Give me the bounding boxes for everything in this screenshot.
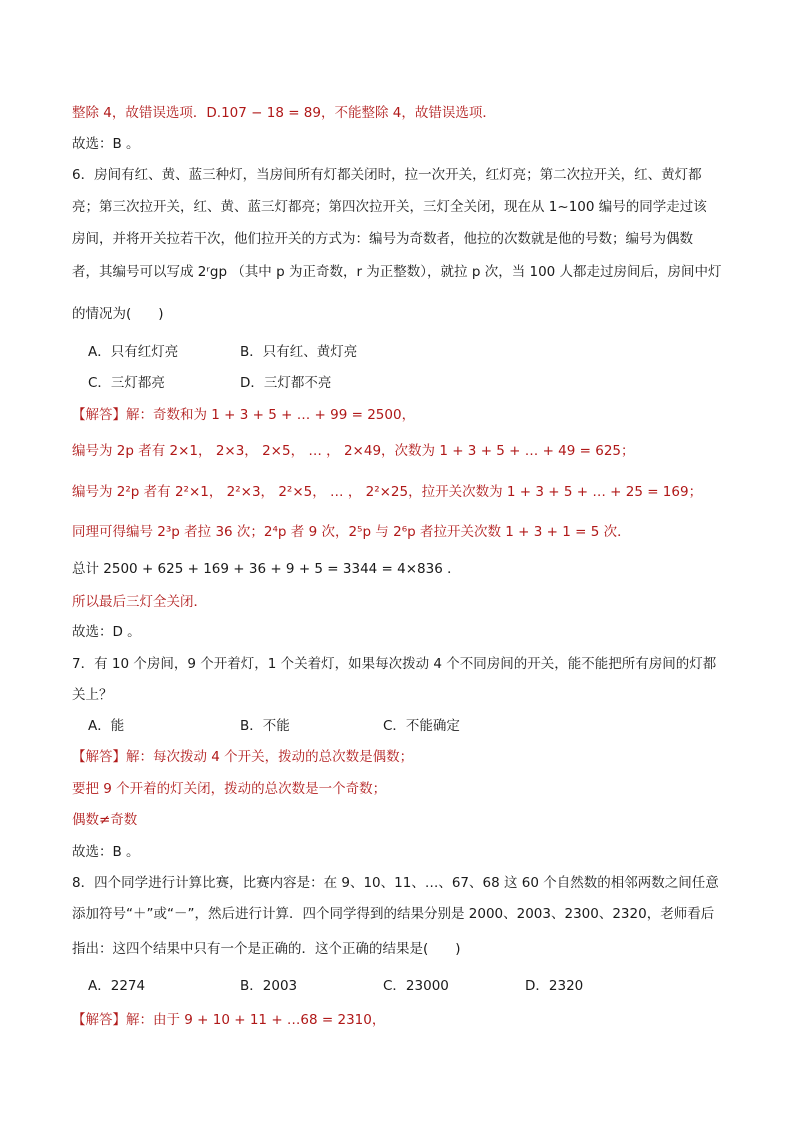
q8-option-c: C．23000 [383, 978, 449, 994]
q7-option-b: B．不能 [240, 718, 290, 734]
q8-text-3: 指出：这四个结果中只有一个是正确的．这个正确的结果是( ) [72, 941, 461, 957]
q8-answer-1: 【解答】解：由于 9 + 10 + 11 + …68 = 2310， [72, 1012, 386, 1028]
q6-answer-choice: 故选：D 。 [72, 624, 141, 640]
q7-answer-3: 偶数≠奇数 [72, 812, 138, 828]
q7-option-a: A．能 [88, 718, 125, 734]
q6-answer-3: 编号为 2²p 者有 2²×1， 2²×3， 2²×5， … ， 2²×25，拉开关次数为 1 + 3 + 5 + … + 25 = 169； [72, 484, 703, 500]
q7-answer-choice: 故选：B 。 [72, 844, 140, 860]
q6-option-b: B．只有红、黄灯亮 [240, 344, 358, 360]
q8-text-2: 添加符号“＋”或“－”，然后进行计算．四个同学得到的结果分别是 2000、2003、2300、2320，老师看后 [72, 906, 715, 922]
q7-answer-2: 要把 9 个开着的灯关闭，拨动的总次数是一个奇数； [72, 781, 387, 797]
q6-answer-6: 所以最后三灯全关闭． [72, 594, 207, 610]
q6-option-a: A．只有红灯亮 [88, 344, 179, 360]
prev-answer-line: 整除 4，故错误选项．D.107 − 18 = 89，不能整除 4，故错误选项． [72, 105, 496, 121]
q6-answer-5: 总计 2500 + 625 + 169 + 36 + 9 + 5 = 3344 = 4×836 ． [72, 561, 461, 577]
q6-text-1: 6．房间有红、黄、蓝三种灯，当房间所有灯都关闭时，拉一次开关，红灯亮；第二次拉开关，红、黄灯都 [72, 167, 702, 183]
q6-text-3: 房间，并将开关拉若干次，他们拉开关的方式为：编号为奇数者，他拉的次数就是他的号数；编号为偶数 [72, 231, 693, 247]
q6-text-4: 者，其编号可以写成 2ʳgp （其中 p 为正奇数，r 为正整数），就拉 p 次，当 100 人都走过房间后，房间中灯 [72, 264, 722, 280]
q7-text-2: 关上？ [72, 687, 113, 703]
q6-option-d: D．三灯都不亮 [240, 375, 332, 391]
prev-choice-line: 故选：B 。 [72, 136, 140, 152]
q7-text-1: 7．有 10 个房间，9 个开着灯，1 个关着灯，如果每次拨动 4 个不同房间的开关，能不能把所有房间的灯都 [72, 656, 717, 672]
q8-option-d: D．2320 [525, 978, 584, 994]
q6-text-5: 的情况为( ) [72, 306, 164, 322]
q8-option-a: A．2274 [88, 978, 146, 994]
q6-text-2: 亮；第三次拉开关，红、黄、蓝三灯都亮；第四次拉开关，三灯全关闭，现在从 1~100 编号的同学走过该 [72, 199, 707, 215]
q6-answer-2: 编号为 2p 者有 2×1， 2×3， 2×5， … ， 2×49，次数为 1 + 3 + 5 + … + 49 = 625； [72, 443, 635, 459]
q7-option-c: C．不能确定 [383, 718, 460, 734]
q8-option-b: B．2003 [240, 978, 298, 994]
q7-answer-1: 【解答】解：每次拨动 4 个开关，拨动的总次数是偶数； [72, 749, 414, 765]
q6-answer-1: 【解答】解：奇数和为 1 + 3 + 5 + … + 99 = 2500， [72, 407, 416, 423]
q8-text-1: 8．四个同学进行计算比赛，比赛内容是：在 9、10、11、…、67、68 这 60 个自然数的相邻两数之间任意 [72, 875, 719, 891]
q6-answer-4: 同理可得编号 2³p 者拉 36 次；2⁴p 者 9 次，2⁵p 与 2⁶p 者拉开关次数 1 + 3 + 1 = 5 次． [72, 524, 631, 540]
q6-option-c: C．三灯都亮 [88, 375, 165, 391]
